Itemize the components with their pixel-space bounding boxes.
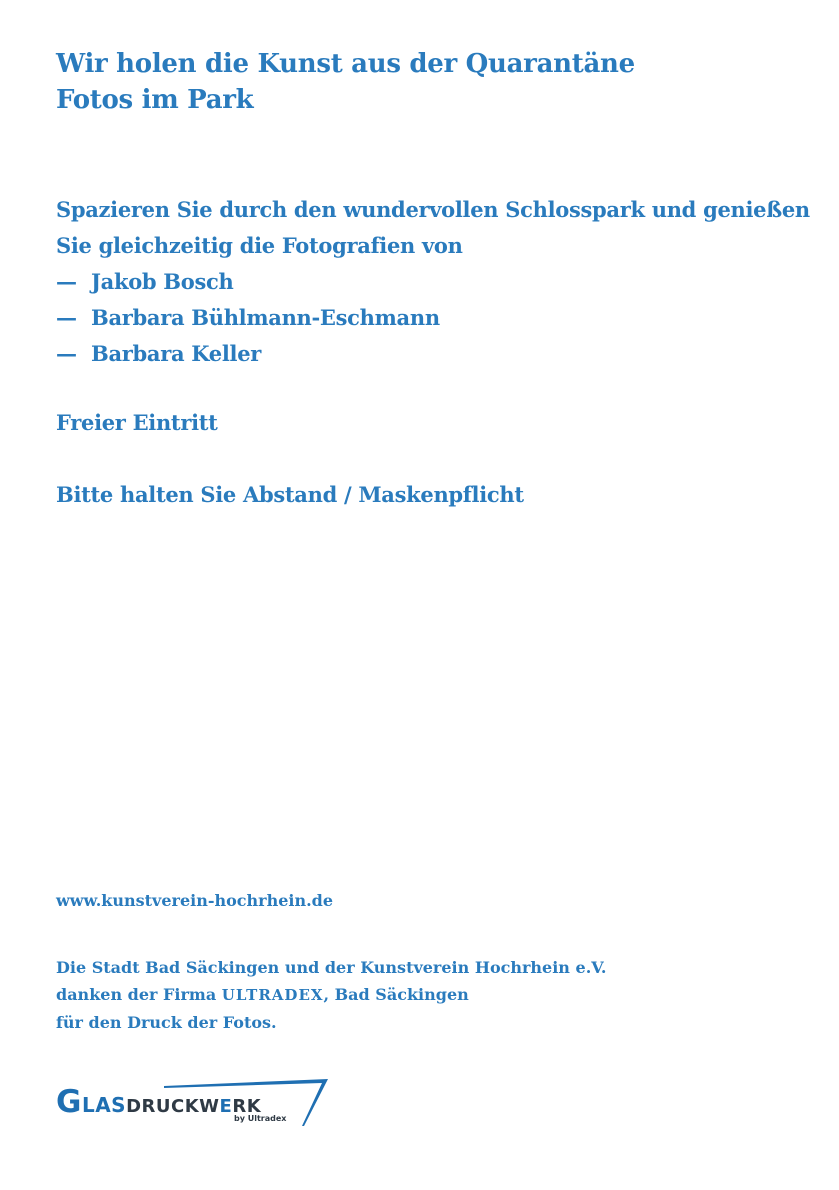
dash: — bbox=[56, 269, 77, 294]
list-item bbox=[56, 300, 810, 336]
thanks-line-2-pre: danken der Firma bbox=[56, 985, 222, 1004]
page-title: Wir holen die Kunst aus der Quarantäne bbox=[56, 49, 635, 79]
free-entry-text: Freier Eintritt bbox=[56, 410, 218, 435]
intro-section bbox=[56, 192, 810, 372]
thanks-line-3: für den Druck der Fotos. bbox=[56, 1013, 277, 1032]
intro-line-1: Spazieren Sie durch den wundervollen Schlosspark und genießen bbox=[56, 197, 810, 222]
dash: — bbox=[56, 305, 77, 330]
sponsor-brand: ULTRADEX bbox=[221, 986, 324, 1004]
page-subtitle: Fotos im Park bbox=[56, 85, 254, 115]
artist-list bbox=[56, 264, 810, 372]
website-link[interactable]: www.kunstverein-hochrhein.de bbox=[56, 891, 334, 910]
thanks-line-1: Die Stadt Bad Säckingen und der Kunstverein Hochrhein e.V. bbox=[56, 958, 607, 977]
dash: — bbox=[56, 341, 77, 366]
list-item bbox=[56, 336, 810, 372]
thanks-section bbox=[56, 954, 606, 1036]
logo-e: E bbox=[219, 1096, 233, 1117]
list-item bbox=[56, 264, 810, 300]
thanks-line-2 bbox=[56, 981, 606, 1009]
logo-druck: DRUCKW bbox=[126, 1096, 220, 1117]
artist-name: Jakob Bosch bbox=[91, 269, 234, 294]
title-block bbox=[56, 46, 635, 118]
logo-rk: RK bbox=[232, 1096, 262, 1117]
artist-name: Barbara Bühlmann-Eschmann bbox=[91, 305, 440, 330]
logo-by-ultradex: by Ultradex bbox=[234, 1114, 287, 1123]
artist-name: Barbara Keller bbox=[91, 341, 262, 366]
distance-notice: Bitte halten Sie Abstand / Maskenpflicht bbox=[56, 482, 524, 507]
glasdruckwerk-logo bbox=[56, 1076, 336, 1132]
logo-letter-g: G bbox=[56, 1084, 82, 1120]
logo-las: LAS bbox=[81, 1093, 127, 1117]
logo-wordmark bbox=[56, 1084, 261, 1120]
intro-line-2: Sie gleichzeitig die Fotografien von bbox=[56, 233, 463, 258]
thanks-line-2-post: , Bad Säckingen bbox=[323, 985, 469, 1004]
